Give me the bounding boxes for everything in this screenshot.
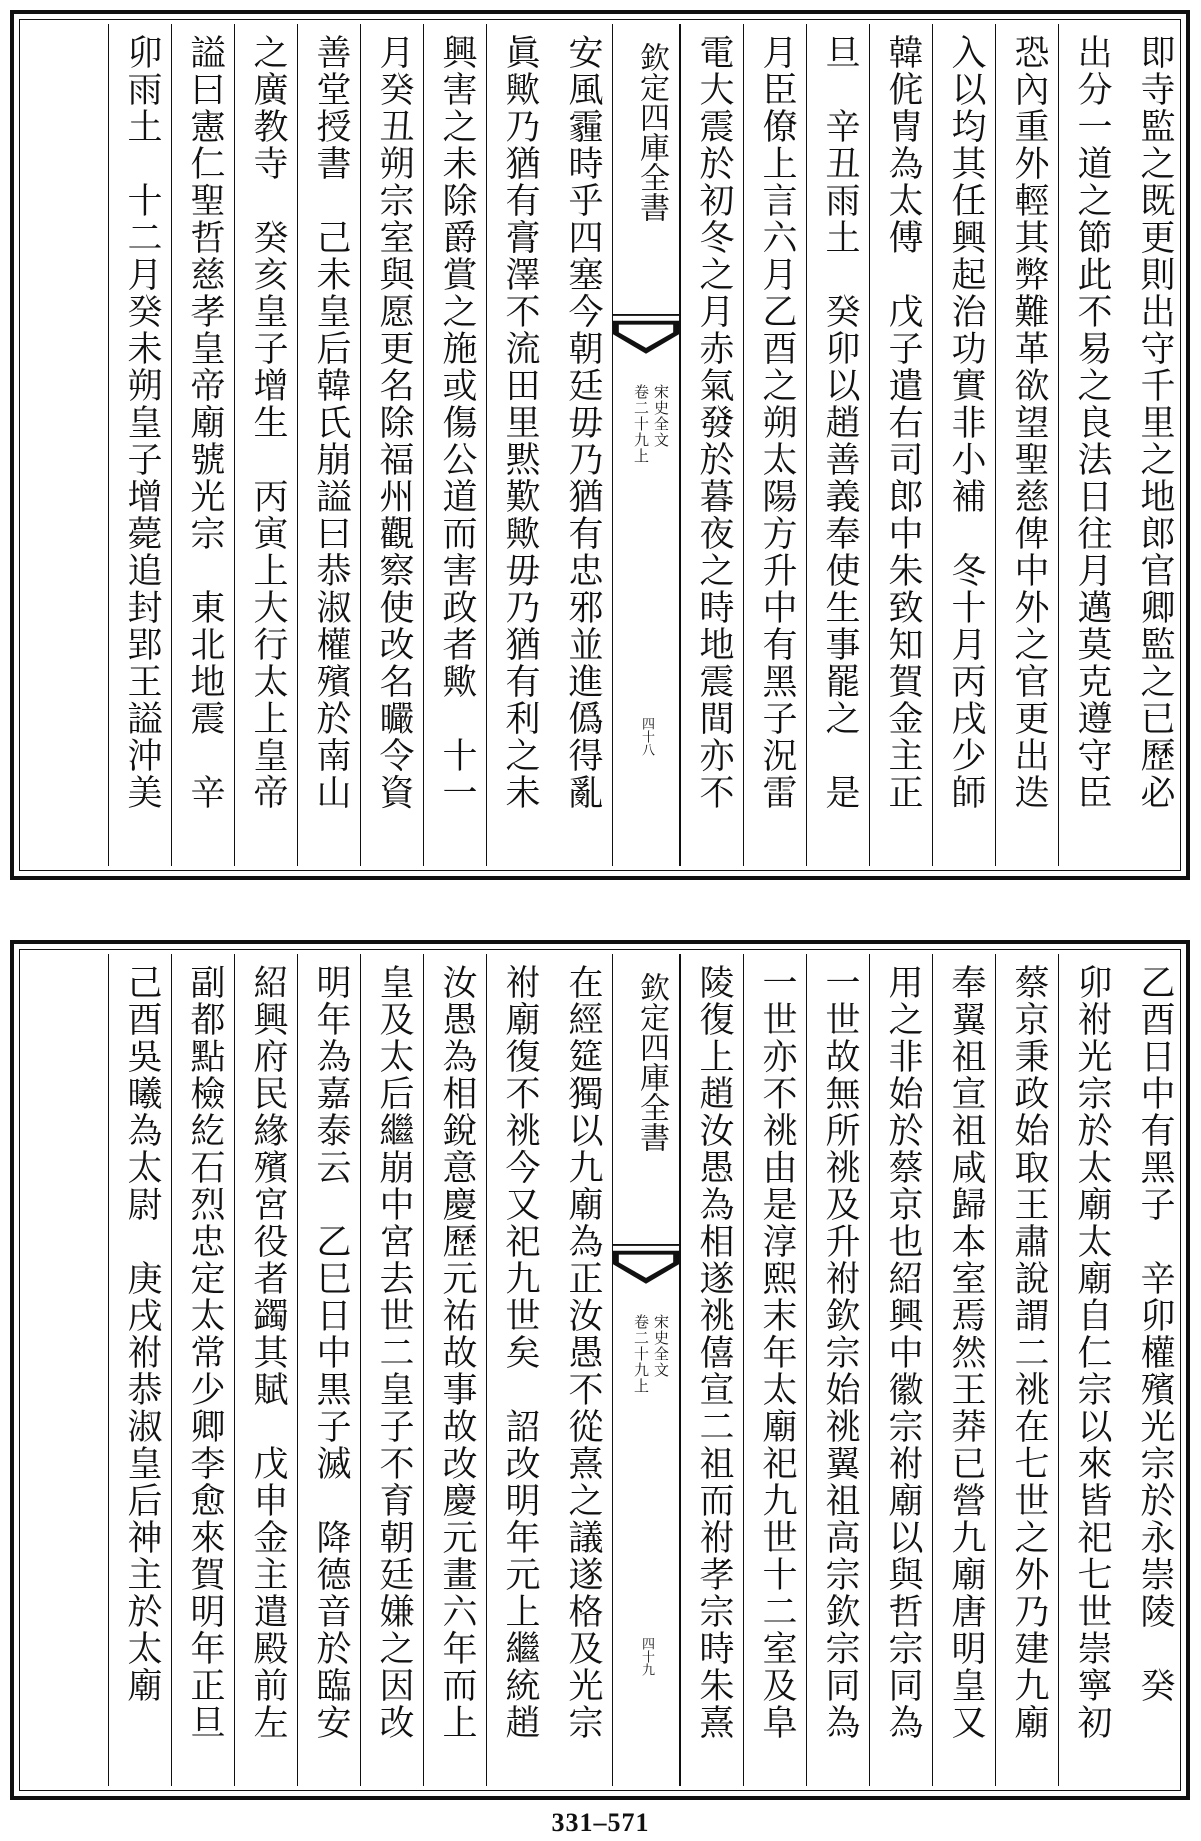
text-column: 明年為嘉泰云 乙巳日中黒子滅 降德音於臨安 bbox=[297, 954, 360, 1786]
text-column: 電大震於初冬之月赤氣發於暮夜之時地震間亦不 bbox=[680, 24, 743, 866]
text-column: 之廣教寺 癸亥皇子增生 丙寅上大行太上皇帝 bbox=[234, 24, 297, 866]
text-column: 恐內重外輕其弊難革欲望聖慈俾中外之官更出迭 bbox=[995, 24, 1058, 866]
center-title: 欽定四庫全書 bbox=[634, 42, 669, 222]
text-column: 眞歟乃猶有膏澤不流田里黙歎歟毋乃猶有利之未 bbox=[486, 24, 549, 866]
text-column: 祔廟復不祧今又祀九世矣 詔改明年元上繼統趙 bbox=[486, 954, 549, 1786]
text-column: 己酉吳曦為太尉 庚戌祔恭淑皇后神主於太廟 bbox=[108, 954, 171, 1786]
text-column: 皇及太后繼崩中宮去世二皇子不育朝廷嫌之因改 bbox=[360, 954, 423, 1786]
text-column: 一世故無所祧及升祔欽宗始祧翼祖高宗欽宗同為 bbox=[806, 954, 869, 1786]
text-column: 謚曰憲仁聖哲慈孝皇帝廟號光宗 東北地震 辛 bbox=[171, 24, 234, 866]
text-column: 一世亦不祧由是淳熙末年太廟祀九世十二室及阜 bbox=[743, 954, 806, 1786]
text-column: 副都點檢紇石烈忠定太常少卿李愈來賀明年正旦 bbox=[171, 954, 234, 1786]
text-column: 月臣僚上言六月乙酉之朔太陽方升中有黑子況雷 bbox=[743, 24, 806, 866]
center-fold bbox=[612, 24, 680, 866]
center-page-number: 四十八 bbox=[639, 717, 654, 756]
text-column: 用之非始於蔡京也紹興中徽宗祔廟以與哲宗同為 bbox=[869, 954, 932, 1786]
text-column: 蔡京秉政始取王肅說謂二祧在七世之外乃建九廟 bbox=[995, 954, 1058, 1786]
page-reference: 331–571 bbox=[551, 1808, 650, 1837]
center-fold bbox=[612, 954, 680, 1786]
text-column: 在經筵獨以九廟為正汝愚不從熹之議遂格及光宗 bbox=[563, 964, 603, 1741]
text-column: 奉翼祖宣祖咸歸本室焉然王莽已營九廟唐明皇又 bbox=[932, 954, 995, 1786]
text-column: 入以均其任興起治功實非小補 冬十月丙戌少師 bbox=[932, 24, 995, 866]
text-column: 韓侂冑為太傅 戊子遣右司郎中朱致知賀金主正 bbox=[869, 24, 932, 866]
text-column: 月癸丑朔宗室與愿更名除福州觀察使改名曮令資 bbox=[360, 24, 423, 866]
center-juan: 卷二十九上 bbox=[632, 1314, 650, 1394]
center-juan: 卷二十九上 bbox=[632, 384, 650, 464]
center-book: 宋史全文 bbox=[652, 1314, 670, 1378]
text-column: 旦 辛丑雨土 癸卯以趙善義奉使生事罷之 是 bbox=[806, 24, 869, 866]
text-column: 卯祔光宗於太廟太廟自仁宗以來皆祀七世崇寧初 bbox=[1058, 954, 1121, 1786]
center-title: 欽定四庫全書 bbox=[634, 972, 669, 1152]
text-column: 陵復上趙汝愚為相遂祧僖宣二祖而祔孝宗時朱熹 bbox=[680, 954, 743, 1786]
fishtail-mark-icon bbox=[613, 1244, 679, 1304]
text-column: 汝愚為相銳意慶歷元祐故事故改慶元畫六年而上 bbox=[423, 954, 486, 1786]
text-column: 善堂授書 己未皇后韓氏崩謚曰恭淑權殯於南山 bbox=[297, 24, 360, 866]
center-page-number: 四十九 bbox=[639, 1637, 654, 1676]
text-column: 出分一道之節此不易之良法日往月邁莫克遵守臣 bbox=[1058, 24, 1121, 866]
text-column: 乙酉日中有黑子 辛卯權殯光宗於永崇陵 癸 bbox=[1135, 964, 1175, 1704]
text-column: 興害之未除爵賞之施或傷公道而害政者歟 十一 bbox=[423, 24, 486, 866]
center-book: 宋史全文 bbox=[652, 384, 670, 448]
fishtail-mark-icon bbox=[613, 314, 679, 374]
text-column: 安風霾時乎四塞今朝廷毋乃猶有忠邪並進僞得亂 bbox=[563, 34, 603, 811]
page-top bbox=[10, 10, 1190, 880]
text-column: 卯雨土 十二月癸未朔皇子增薨追封郢王謚沖美 bbox=[108, 24, 171, 866]
page-bottom bbox=[10, 940, 1190, 1800]
text-column: 即寺監之既更則出守千里之地郎官卿監之已歷必 bbox=[1135, 34, 1175, 811]
text-column: 紹興府民緣殯宮役者蠲其賦 戊申金主遣殿前左 bbox=[234, 954, 297, 1786]
